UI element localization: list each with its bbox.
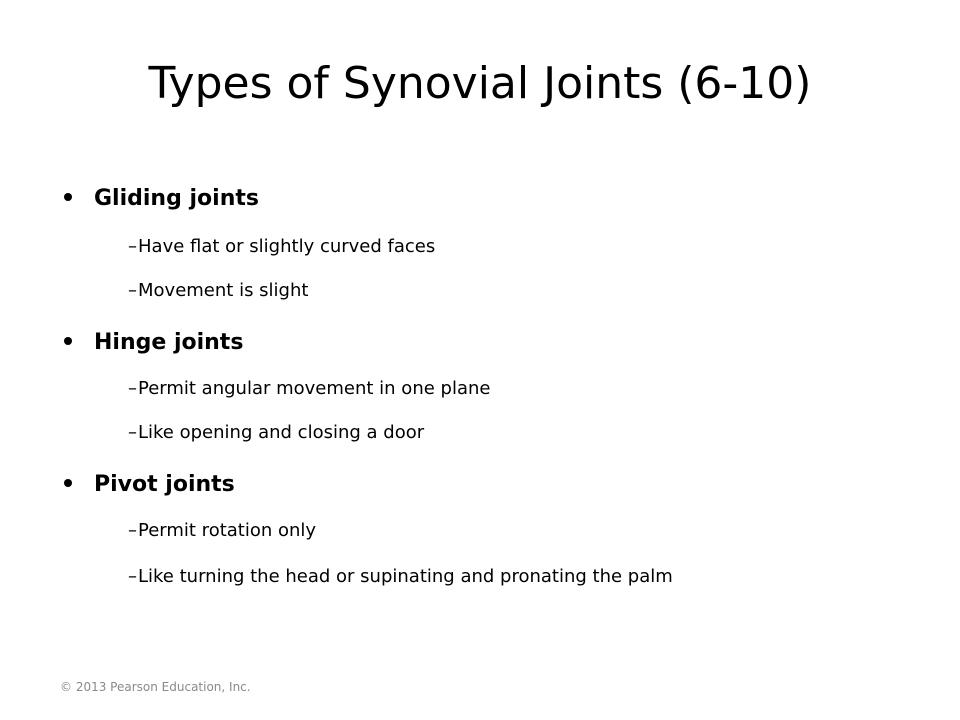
dash-icon: –: [128, 422, 137, 443]
sub-bullet-text: Like opening and closing a door: [138, 422, 425, 443]
sub-bullet-text: Movement is slight: [138, 280, 309, 301]
sub-bullet-text: Permit rotation only: [138, 520, 317, 541]
slide-title: Types of Synovial Joints (6-10): [148, 58, 812, 109]
bullet-dot-icon: [64, 193, 72, 201]
copyright-footer: © 2013 Pearson Education, Inc.: [60, 680, 251, 694]
sub-bullet-text: Like turning the head or supinating and pronating the palm: [138, 566, 673, 587]
bullet-dot-icon: [64, 479, 72, 487]
sub-bullet-text: Permit angular movement in one plane: [138, 378, 491, 399]
bullet-label: Pivot joints: [94, 472, 235, 497]
dash-icon: –: [128, 280, 137, 301]
bullet-label: Gliding joints: [94, 186, 259, 211]
dash-icon: –: [128, 236, 137, 257]
dash-icon: –: [128, 378, 137, 399]
dash-icon: –: [128, 566, 137, 587]
bullet-dot-icon: [64, 337, 72, 345]
dash-icon: –: [128, 520, 137, 541]
sub-bullet-text: Have flat or slightly curved faces: [138, 236, 436, 257]
bullet-label: Hinge joints: [94, 330, 244, 355]
